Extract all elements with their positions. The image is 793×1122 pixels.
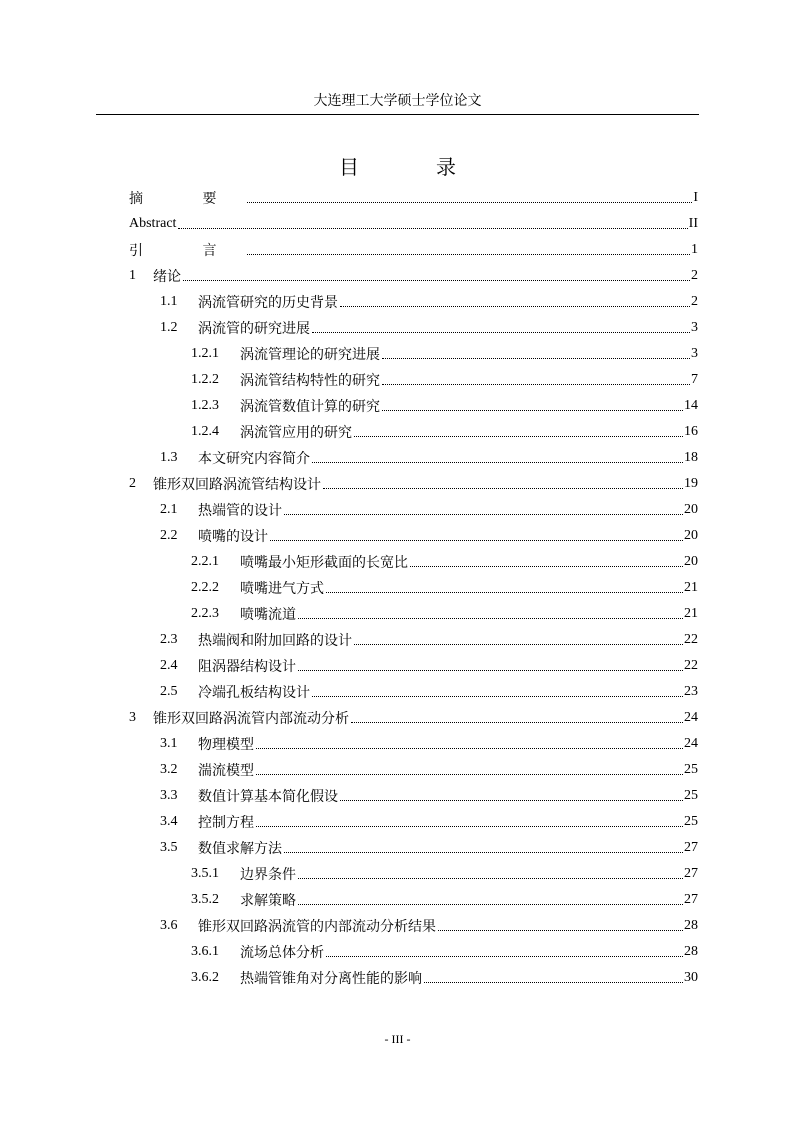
toc-entry-title: 涡流管理论的研究进展 [240, 348, 380, 363]
toc-entry-title: 绪论 [153, 270, 181, 285]
toc-entry-title: 求解策略 [240, 894, 296, 909]
dot-leader [410, 566, 683, 567]
dot-leader [340, 800, 683, 801]
dot-leader [326, 956, 683, 957]
dot-leader [298, 670, 683, 671]
toc-entry-page: 14 [684, 398, 698, 413]
toc-entry[interactable] [129, 393, 698, 419]
toc-entry[interactable] [129, 237, 698, 263]
toc-entry-number: 3.2 [160, 762, 178, 777]
toc-entry-page: 3 [691, 320, 698, 335]
toc-entry[interactable] [129, 627, 698, 653]
toc-entry[interactable] [129, 211, 698, 237]
toc-entry[interactable] [129, 913, 698, 939]
toc-entry-title: 湍流模型 [198, 764, 254, 779]
toc-entry-number: 1.2 [160, 320, 178, 335]
toc-entry-number: 3.5.2 [191, 892, 219, 907]
toc-entry-number: 2 [129, 476, 136, 491]
toc-entry[interactable] [129, 341, 698, 367]
toc-entry-page: 21 [684, 580, 698, 595]
toc-entry-page: II [688, 216, 698, 231]
dot-leader [270, 540, 683, 541]
toc-entry-number: 3.5.1 [191, 866, 219, 881]
toc-entry-number: 2.2.3 [191, 606, 219, 621]
toc-entry-title: 引 言 [129, 244, 245, 259]
dot-leader [284, 852, 683, 853]
toc-entry-title: 数值计算基本简化假设 [198, 790, 338, 805]
toc-entry[interactable] [129, 497, 698, 523]
toc-entry-page: 30 [684, 970, 698, 985]
toc-entry-title: 喷嘴最小矩形截面的长宽比 [240, 556, 408, 571]
toc-entry-title: 热端阀和附加回路的设计 [198, 634, 352, 649]
toc-entry[interactable] [129, 289, 698, 315]
toc-entry-page: 20 [684, 528, 698, 543]
toc-entry-page: 23 [684, 684, 698, 699]
toc-entry-page: 20 [684, 554, 698, 569]
toc-entry[interactable] [129, 315, 698, 341]
dot-leader [178, 228, 687, 229]
toc-entry-title: 物理模型 [198, 738, 254, 753]
toc-entry-title: 涡流管结构特性的研究 [240, 374, 380, 389]
toc-entry[interactable] [129, 757, 698, 783]
toc-entry-page: 18 [684, 450, 698, 465]
toc-entry-number: 1.3 [160, 450, 178, 465]
dot-leader [382, 358, 690, 359]
toc-entry-number: 3.4 [160, 814, 178, 829]
toc-entry-number: 2.1 [160, 502, 178, 517]
dot-leader [382, 410, 683, 411]
toc-entry-page: 25 [684, 788, 698, 803]
toc-entry-page: 2 [691, 268, 698, 283]
dot-leader [284, 514, 683, 515]
toc-entry-title: 涡流管研究的历史背景 [198, 296, 338, 311]
toc-entry-title: 冷端孔板结构设计 [198, 686, 310, 701]
page-number: - III - [384, 1032, 411, 1046]
toc-entry[interactable] [129, 835, 698, 861]
toc-entry-title: 数值求解方法 [198, 842, 282, 857]
toc-entry[interactable] [129, 653, 698, 679]
dot-leader [256, 748, 683, 749]
toc-entry-title: 涡流管数值计算的研究 [240, 400, 380, 415]
toc-entry-title: 涡流管应用的研究 [240, 426, 352, 441]
toc-entry-page: 24 [684, 736, 698, 751]
toc-entry[interactable] [129, 887, 698, 913]
toc-entry-page: 28 [684, 944, 698, 959]
toc-entry-title: 阻涡器结构设计 [198, 660, 296, 675]
toc-entry-number: 3 [129, 710, 136, 725]
toc-entry-number: 1 [129, 268, 136, 283]
toc-entry-title: 本文研究内容简介 [198, 452, 310, 467]
toc-entry-title: 热端管的设计 [198, 504, 282, 519]
toc-entry-number: 3.6.1 [191, 944, 219, 959]
toc-entry-title: 锥形双回路涡流管的内部流动分析结果 [198, 920, 436, 935]
dot-leader [312, 696, 683, 697]
toc-entry-page: 1 [691, 242, 698, 257]
dot-leader [312, 462, 683, 463]
dot-leader [256, 826, 683, 827]
toc-entry-number: 3.6 [160, 918, 178, 933]
toc-entry[interactable] [129, 861, 698, 887]
page-header: 大连理工大学硕士学位论文 [313, 94, 482, 109]
dot-leader [323, 488, 683, 489]
toc-entry-number: 3.1 [160, 736, 178, 751]
toc-entry[interactable] [129, 471, 698, 497]
toc-entry-title: 控制方程 [198, 816, 254, 831]
toc-entry-number: 2.2 [160, 528, 178, 543]
toc-entry-number: 1.2.4 [191, 424, 219, 439]
dot-leader [247, 202, 693, 203]
toc-entry[interactable] [129, 965, 698, 991]
toc-entry-title: 喷嘴进气方式 [240, 582, 324, 597]
toc-entry-page: 22 [684, 632, 698, 647]
toc-entry-page: 27 [684, 840, 698, 855]
dot-leader [183, 280, 690, 281]
dot-leader [298, 878, 683, 879]
toc-entry-number: 3.6.2 [191, 970, 219, 985]
toc-entry[interactable] [129, 445, 698, 471]
toc-entry-page: 16 [684, 424, 698, 439]
toc-entry-number: 2.3 [160, 632, 178, 647]
toc-entry[interactable] [129, 705, 698, 731]
toc-entry-page: 3 [691, 346, 698, 361]
toc-entry-page: I [693, 190, 698, 205]
toc-entry-number: 3.3 [160, 788, 178, 803]
toc-entry[interactable] [129, 549, 698, 575]
toc-entry-page: 19 [684, 476, 698, 491]
dot-leader [438, 930, 683, 931]
dot-leader [312, 332, 690, 333]
toc-entry-page: 21 [684, 606, 698, 621]
toc-entry-number: 3.5 [160, 840, 178, 855]
toc-entry[interactable] [129, 575, 698, 601]
toc-entry-page: 27 [684, 866, 698, 881]
toc-entry-page: 20 [684, 502, 698, 517]
toc-entry-title: 摘 要 [129, 192, 245, 207]
toc-entry-title: 锥形双回路涡流管内部流动分析 [153, 712, 349, 727]
toc-entry-page: 24 [684, 710, 698, 725]
toc-entry[interactable] [129, 523, 698, 549]
dot-leader [340, 306, 690, 307]
toc-title: 目 录 [339, 157, 492, 179]
toc-entry[interactable] [129, 939, 698, 965]
toc-entry-title: 喷嘴的设计 [198, 530, 268, 545]
dot-leader [326, 592, 683, 593]
toc-entry-page: 7 [691, 372, 698, 387]
toc-entry-title: 边界条件 [240, 868, 296, 883]
header-rule [96, 114, 699, 115]
toc-entry-title: Abstract [129, 216, 177, 231]
dot-leader [424, 982, 683, 983]
toc-entry[interactable] [129, 367, 698, 393]
toc-entry-number: 1.1 [160, 294, 178, 309]
toc-entry-number: 1.2.3 [191, 398, 219, 413]
toc-entry-page: 28 [684, 918, 698, 933]
dot-leader [247, 254, 691, 255]
toc-entry-number: 1.2.1 [191, 346, 219, 361]
toc-entry-number: 2.2.2 [191, 580, 219, 595]
toc-entry-number: 2.4 [160, 658, 178, 673]
toc-entry-page: 25 [684, 762, 698, 777]
dot-leader [382, 384, 690, 385]
toc-entry[interactable] [129, 263, 698, 289]
toc-entry-page: 22 [684, 658, 698, 673]
table-of-contents [129, 185, 698, 991]
toc-entry[interactable] [129, 185, 698, 211]
toc-entry-title: 流场总体分析 [240, 946, 324, 961]
toc-entry[interactable] [129, 601, 698, 627]
dot-leader [298, 904, 683, 905]
toc-entry-number: 2.5 [160, 684, 178, 699]
toc-entry-page: 2 [691, 294, 698, 309]
dot-leader [354, 436, 683, 437]
toc-entry[interactable] [129, 419, 698, 445]
dot-leader [351, 722, 683, 723]
toc-entry-title: 锥形双回路涡流管结构设计 [153, 478, 321, 493]
toc-entry[interactable] [129, 809, 698, 835]
dot-leader [354, 644, 683, 645]
toc-entry-page: 25 [684, 814, 698, 829]
toc-entry-number: 2.2.1 [191, 554, 219, 569]
dot-leader [256, 774, 683, 775]
toc-entry-page: 27 [684, 892, 698, 907]
toc-entry-number: 1.2.2 [191, 372, 219, 387]
toc-entry-title: 涡流管的研究进展 [198, 322, 310, 337]
toc-entry[interactable] [129, 679, 698, 705]
toc-entry[interactable] [129, 783, 698, 809]
toc-entry[interactable] [129, 731, 698, 757]
dot-leader [298, 618, 683, 619]
toc-entry-title: 热端管锥角对分离性能的影响 [240, 972, 422, 987]
toc-entry-title: 喷嘴流道 [240, 608, 296, 623]
